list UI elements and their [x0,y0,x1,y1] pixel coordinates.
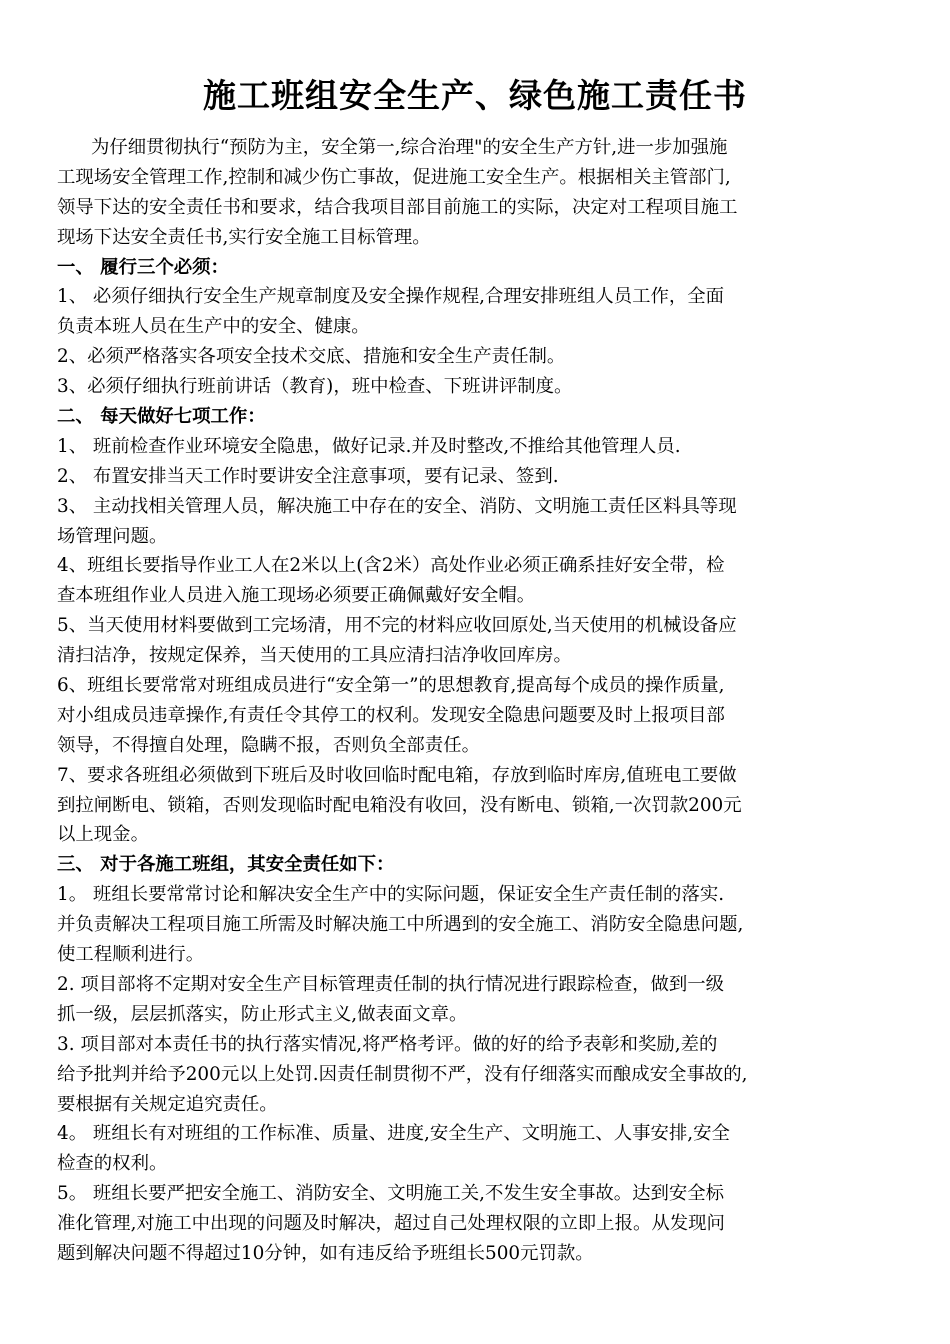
paragraph-line [0,1209,950,1239]
line-text: 2、 布置安排当天工作时要讲安全注意事项，要有记录、签到. [57,465,559,487]
paragraph-line [0,163,950,193]
paragraph-line [0,193,950,223]
line-text: 查本班组作业人员进入施工现场必须要正确佩戴好安全帽。 [57,585,536,607]
section-heading [0,850,950,880]
paragraph-line [0,910,950,940]
line-text: 2. 项目部将不定期对安全生产目标管理责任制的执行情况进行跟踪检查，做到一级 [57,973,725,995]
line-text: 题到解决问题不得超过10分钟，如有违反给予班组长500元罚款。 [57,1242,594,1264]
line-text: 领导下达的安全责任书和要求，结合我项目部目前施工的实际，决定对工程项目施工 [57,196,738,218]
paragraph-line [0,581,950,611]
paragraph-line [0,1149,950,1179]
line-text: 5、当天使用材料要做到工完场清，用不完的材料应收回原处,当天使用的机械设备应 [57,615,737,637]
line-text: 现场下达安全责任书,实行安全施工目标管理。 [57,226,431,248]
paragraph-line [0,1000,950,1030]
section-heading [0,402,950,432]
paragraph-line [0,372,950,402]
line-text: 负责本班人员在生产中的安全、健康。 [57,316,370,338]
paragraph-line [0,701,950,731]
line-text: 3、 主动找相关管理人员，解决施工中存在的安全、消防、文明施工责任区料具等现 [57,495,737,517]
line-text: 给予批判并给予200元以上处罚.因责任制贯彻不严，没有仔细落实而酿成安全事故的, [57,1063,748,1085]
paragraph-line [0,492,950,522]
line-text: 1、 必须仔细执行安全生产规章制度及安全操作规程,合理安排班组人员工作，全面 [57,286,725,308]
line-text: 1。 班组长要常常讨论和解决安全生产中的实际问题，保证安全生产责任制的落实. [57,884,725,906]
line-text: 到拉闸断电、锁箱，否则发现临时配电箱没有收回，没有断电、锁箱,一次罚款200元 [57,794,742,816]
paragraph-line [0,462,950,492]
paragraph-line [0,551,950,581]
paragraph-line [0,1179,950,1209]
line-text: 以上现金。 [57,824,149,846]
paragraph-line [0,432,950,462]
document-body [0,133,950,1269]
paragraph-line [0,820,950,850]
line-text: 三、 对于各施工班组，其安全责任如下： [57,854,395,876]
line-text: 4、班组长要指导作业工人在2米以上(含2米）高处作业必须正确系挂好安全带，检 [57,555,725,577]
paragraph-line [0,641,950,671]
line-text: 2、必须严格落实各项安全技术交底、措施和安全生产责任制。 [57,346,566,368]
paragraph-line [0,611,950,641]
section-heading [0,253,950,283]
paragraph-line [0,671,950,701]
document-title: 施工班组安全生产、绿色施工责任书 [203,76,747,115]
line-text: 场管理问题。 [57,525,168,547]
line-text: 1、 班前检查作业环境安全隐患，做好记录.并及时整改,不推给其他管理人员. [57,435,681,457]
line-text: 工现场安全管理工作,控制和减少伤亡事故，促进施工安全生产。根据相关主管部门, [57,166,731,188]
line-text: 5。 班组长要严把安全施工、消防安全、文明施工关,不发生安全事故。达到安全标 [57,1183,725,1205]
line-text: 并负责解决工程项目施工所需及时解决施工中所遇到的安全施工、消防安全隐患问题, [57,914,744,936]
line-text: 检查的权利。 [57,1153,168,1175]
line-text: 6、班组长要常常对班组成员进行“安全第一”的思想教育,提高每个成员的操作质量, [57,675,725,697]
paragraph-line [0,731,950,761]
paragraph-line [0,223,950,253]
line-text: 7、要求各班组必须做到下班后及时收回临时配电箱，存放到临时库房,值班电工要做 [57,764,737,786]
line-text: 4。 班组长有对班组的工作标准、质量、进度,安全生产、文明施工、人事安排,安全 [57,1123,730,1145]
line-text: 对小组成员违章操作,有责任令其停工的权利。发现安全隐患问题要及时上报项目部 [57,704,725,726]
paragraph-line [0,880,950,910]
paragraph-line [0,1239,950,1269]
paragraph-line [0,522,950,552]
paragraph-line [0,761,950,791]
line-text: 二、 每天做好七项工作： [57,406,266,428]
line-text: 要根据有关规定追究责任。 [57,1093,278,1115]
paragraph-line [0,1030,950,1060]
line-text: 3. 项目部对本责任书的执行落实情况,将严格考评。做的好的给予表彰和奖励,差的 [57,1033,718,1055]
line-text: 使工程顺利进行。 [57,944,205,966]
paragraph-line [0,940,950,970]
paragraph-line [0,1060,950,1090]
paragraph-line [0,282,950,312]
paragraph-line [0,312,950,342]
paragraph-line [0,133,950,163]
line-text: 清扫洁净，按规定保养，当天使用的工具应清扫洁净收回库房。 [57,645,572,667]
paragraph-line [0,791,950,821]
line-text: 准化管理,对施工中出现的问题及时解决，超过自己处理权限的立即上报。从发现问 [57,1213,725,1235]
paragraph-line [0,1119,950,1149]
line-text: 3、必须仔细执行班前讲话（教育)，班中检查、下班讲评制度。 [57,376,573,398]
paragraph-line [0,970,950,1000]
paragraph-line [0,342,950,372]
line-text: 抓一级，层层抓落实，防止形式主义,做表面文章。 [57,1003,468,1025]
line-text: 领导，不得擅自处理，隐瞒不报，否则负全部责任。 [57,734,480,756]
line-text: 一、 履行三个必须： [57,256,229,278]
paragraph-line [0,1090,950,1120]
line-text: 为仔细贯彻执行“预防为主，安全第一,综合治理"的安全生产方针,进一步加强施 [91,137,728,158]
